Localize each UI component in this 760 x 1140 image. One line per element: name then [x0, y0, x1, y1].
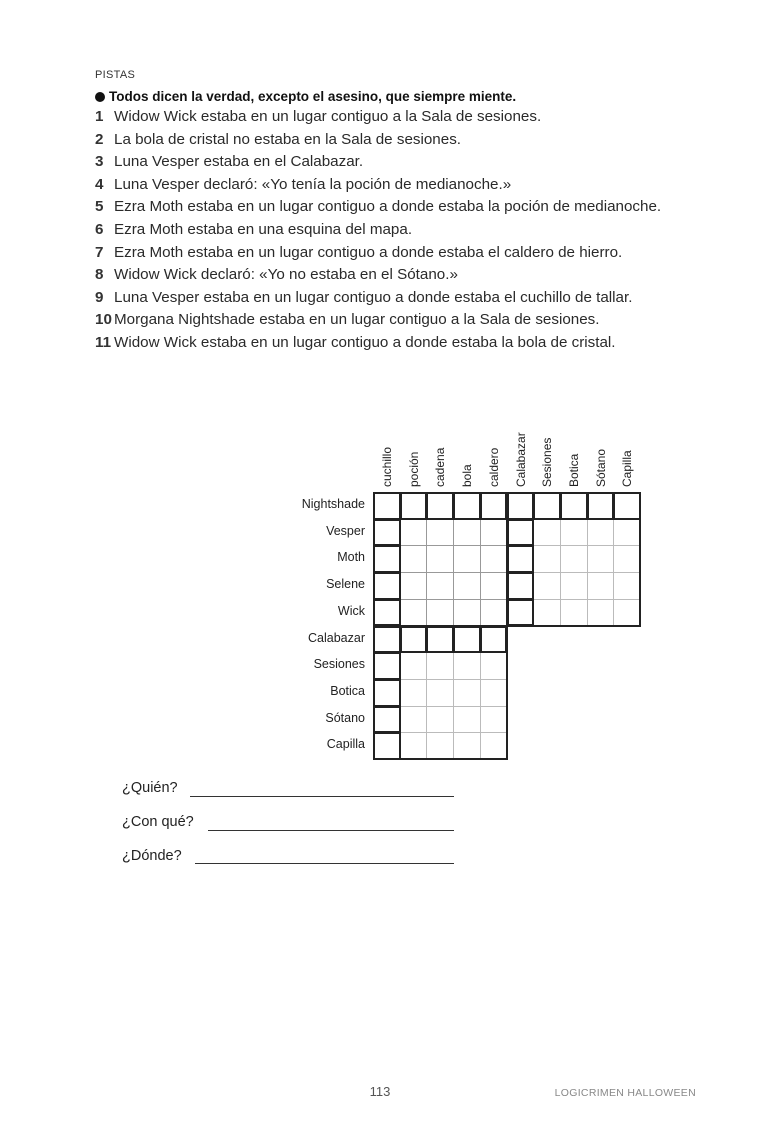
grid-cell[interactable] [560, 545, 588, 573]
clue-number: 2 [95, 130, 104, 148]
clue-text: Widow Wick declaró: «Yo no estaba en el Sótano.» [114, 266, 458, 284]
grid-column-label: cadena [433, 447, 448, 487]
grid-row-label: Sesiones [313, 657, 365, 672]
grid-cell[interactable] [480, 519, 508, 547]
grid-cell[interactable] [587, 519, 615, 547]
grid-row-label: Botica [330, 683, 365, 698]
answer-line-where[interactable] [195, 863, 454, 864]
grid-cell[interactable] [613, 572, 641, 600]
clue-text: Ezra Moth estaba en un lugar contiguo a donde estaba el caldero de hierro. [114, 243, 623, 261]
question-who: ¿Quién? [122, 780, 178, 796]
grid-cell[interactable] [453, 732, 481, 760]
grid-cell[interactable] [587, 545, 615, 573]
clue-number: 8 [95, 266, 104, 284]
clue-number: 7 [95, 243, 104, 261]
grid-cell[interactable] [587, 492, 615, 520]
grid-cell[interactable] [533, 519, 561, 547]
clue-number: 10 [95, 311, 112, 329]
clue-text: Luna Vesper estaba en el Calabazar. [114, 153, 364, 171]
grid-cell[interactable] [426, 572, 454, 600]
grid-cell[interactable] [560, 599, 588, 627]
grid-cell[interactable] [373, 706, 401, 734]
grid-row-label: Moth [337, 550, 365, 565]
grid-cell[interactable] [453, 545, 481, 573]
question-where: ¿Dónde? [122, 848, 182, 864]
grid-cell[interactable] [560, 492, 588, 520]
grid-column-label: caldero [486, 447, 501, 487]
grid-cell[interactable] [373, 599, 401, 627]
clue-text: Ezra Moth estaba en una esquina del mapa. [114, 220, 413, 238]
grid-column-label: Botica [566, 453, 581, 487]
grid-cell[interactable] [480, 599, 508, 627]
book-title: LOGICRIMEN HALLOWEEN [554, 1087, 696, 1099]
grid-row-label: Selene [326, 577, 365, 592]
grid-cell[interactable] [426, 519, 454, 547]
grid-column-label: Capilla [620, 450, 635, 487]
grid-cell[interactable] [426, 492, 454, 520]
clue-text: Widow Wick estaba en un lugar contiguo a donde estaba la bola de cristal. [114, 333, 616, 351]
grid-cell[interactable] [560, 572, 588, 600]
clue-number: 4 [95, 175, 104, 193]
grid-cell[interactable] [426, 626, 454, 654]
pistas-heading: PISTAS [95, 69, 136, 81]
grid-cell[interactable] [587, 572, 615, 600]
grid-cell[interactable] [400, 572, 428, 600]
grid-cell[interactable] [480, 652, 508, 680]
grid-cell[interactable] [453, 599, 481, 627]
clue-text: Morgana Nightshade estaba en un lugar contiguo a la Sala de sesiones. [114, 311, 600, 329]
clue-text: Widow Wick estaba en un lugar contiguo a la Sala de sesiones. [114, 108, 542, 125]
question-what: ¿Con qué? [122, 814, 194, 830]
clue-text: Ezra Moth estaba en un lugar contiguo a donde estaba la poción de medianoche. [114, 198, 662, 216]
grid-cell[interactable] [426, 679, 454, 707]
grid-cell[interactable] [400, 545, 428, 573]
grid-cell[interactable] [453, 572, 481, 600]
grid-cell[interactable] [453, 679, 481, 707]
grid-cell[interactable] [533, 572, 561, 600]
grid-row-label: Calabazar [308, 630, 365, 645]
page-number: 113 [369, 1084, 391, 1099]
grid-cell[interactable] [560, 519, 588, 547]
grid-row-label: Vesper [326, 523, 365, 538]
grid-cell[interactable] [453, 652, 481, 680]
grid-cell[interactable] [507, 545, 535, 573]
grid-cell[interactable] [400, 732, 428, 760]
grid-cell[interactable] [533, 545, 561, 573]
grid-column-label: cuchillo [380, 446, 394, 487]
clue-number: 5 [95, 198, 104, 216]
grid-cell[interactable] [373, 679, 401, 707]
grid-cell[interactable] [373, 652, 401, 680]
grid-row-label: Wick [337, 603, 365, 618]
grid-cell[interactable] [453, 519, 481, 547]
clue-number: 1 [95, 108, 104, 125]
grid-cell[interactable] [480, 679, 508, 707]
clue-number: 3 [95, 153, 104, 171]
grid-cell[interactable] [480, 626, 508, 654]
clue-number: 11 [95, 333, 112, 351]
grid-cell[interactable] [507, 519, 535, 547]
grid-cell[interactable] [613, 519, 641, 547]
grid-cell[interactable] [400, 492, 428, 520]
grid-cell[interactable] [587, 599, 615, 627]
grid-cell[interactable] [480, 572, 508, 600]
grid-cell[interactable] [480, 732, 508, 760]
grid-cell[interactable] [480, 492, 508, 520]
clue-text: La bola de cristal no estaba en la Sala de sesiones. [114, 130, 462, 148]
grid-cell[interactable] [613, 599, 641, 627]
grid-cell[interactable] [507, 572, 535, 600]
grid-cell[interactable] [373, 572, 401, 600]
grid-cell[interactable] [400, 599, 428, 627]
grid-column-label: Calabazar [513, 432, 528, 487]
grid-cell[interactable] [613, 545, 641, 573]
grid-cell[interactable] [400, 626, 428, 654]
grid-cell[interactable] [400, 519, 428, 547]
grid-cell[interactable] [426, 599, 454, 627]
main-rule-text: Todos dicen la verdad, excepto el asesino, que siempre miente. [109, 89, 517, 104]
grid-column-label: poción [406, 451, 421, 487]
grid-cell[interactable] [400, 679, 428, 707]
grid-cell[interactable] [453, 492, 481, 520]
grid-cell[interactable] [533, 492, 561, 520]
grid-column-label: Sótano [593, 448, 608, 487]
answer-line-who[interactable] [190, 796, 454, 797]
grid-cell[interactable] [373, 626, 401, 654]
clue-number: 9 [95, 288, 104, 306]
clue-text: Luna Vesper estaba en un lugar contiguo a donde estaba el cuchillo de tallar. [114, 288, 633, 306]
grid-cell[interactable] [426, 732, 454, 760]
grid-cell[interactable] [453, 626, 481, 654]
grid-column-label: Sesiones [540, 437, 555, 487]
grid-cell[interactable] [426, 706, 454, 734]
grid-cell[interactable] [507, 599, 535, 627]
grid-cell[interactable] [480, 706, 508, 734]
grid-row-label: Nightshade [301, 497, 365, 511]
grid-cell[interactable] [533, 599, 561, 627]
grid-cell[interactable] [373, 492, 401, 520]
grid-cell[interactable] [373, 545, 401, 573]
grid-cell[interactable] [400, 706, 428, 734]
grid-cell[interactable] [373, 732, 401, 760]
grid-column-label: bola [460, 464, 475, 487]
grid-cell[interactable] [426, 652, 454, 680]
grid-cell[interactable] [613, 492, 641, 520]
grid-cell[interactable] [453, 706, 481, 734]
clue-text: Luna Vesper declaró: «Yo tenía la poción de medianoche.» [114, 175, 512, 193]
grid-cell[interactable] [480, 545, 508, 573]
grid-cell[interactable] [507, 492, 535, 520]
answer-line-what[interactable] [208, 830, 454, 831]
grid-cell[interactable] [400, 652, 428, 680]
clue-number: 6 [95, 220, 104, 238]
grid-row-label: Capilla [326, 737, 365, 752]
grid-row-label: Sótano [325, 710, 365, 725]
grid-cell[interactable] [373, 519, 401, 547]
grid-cell[interactable] [426, 545, 454, 573]
